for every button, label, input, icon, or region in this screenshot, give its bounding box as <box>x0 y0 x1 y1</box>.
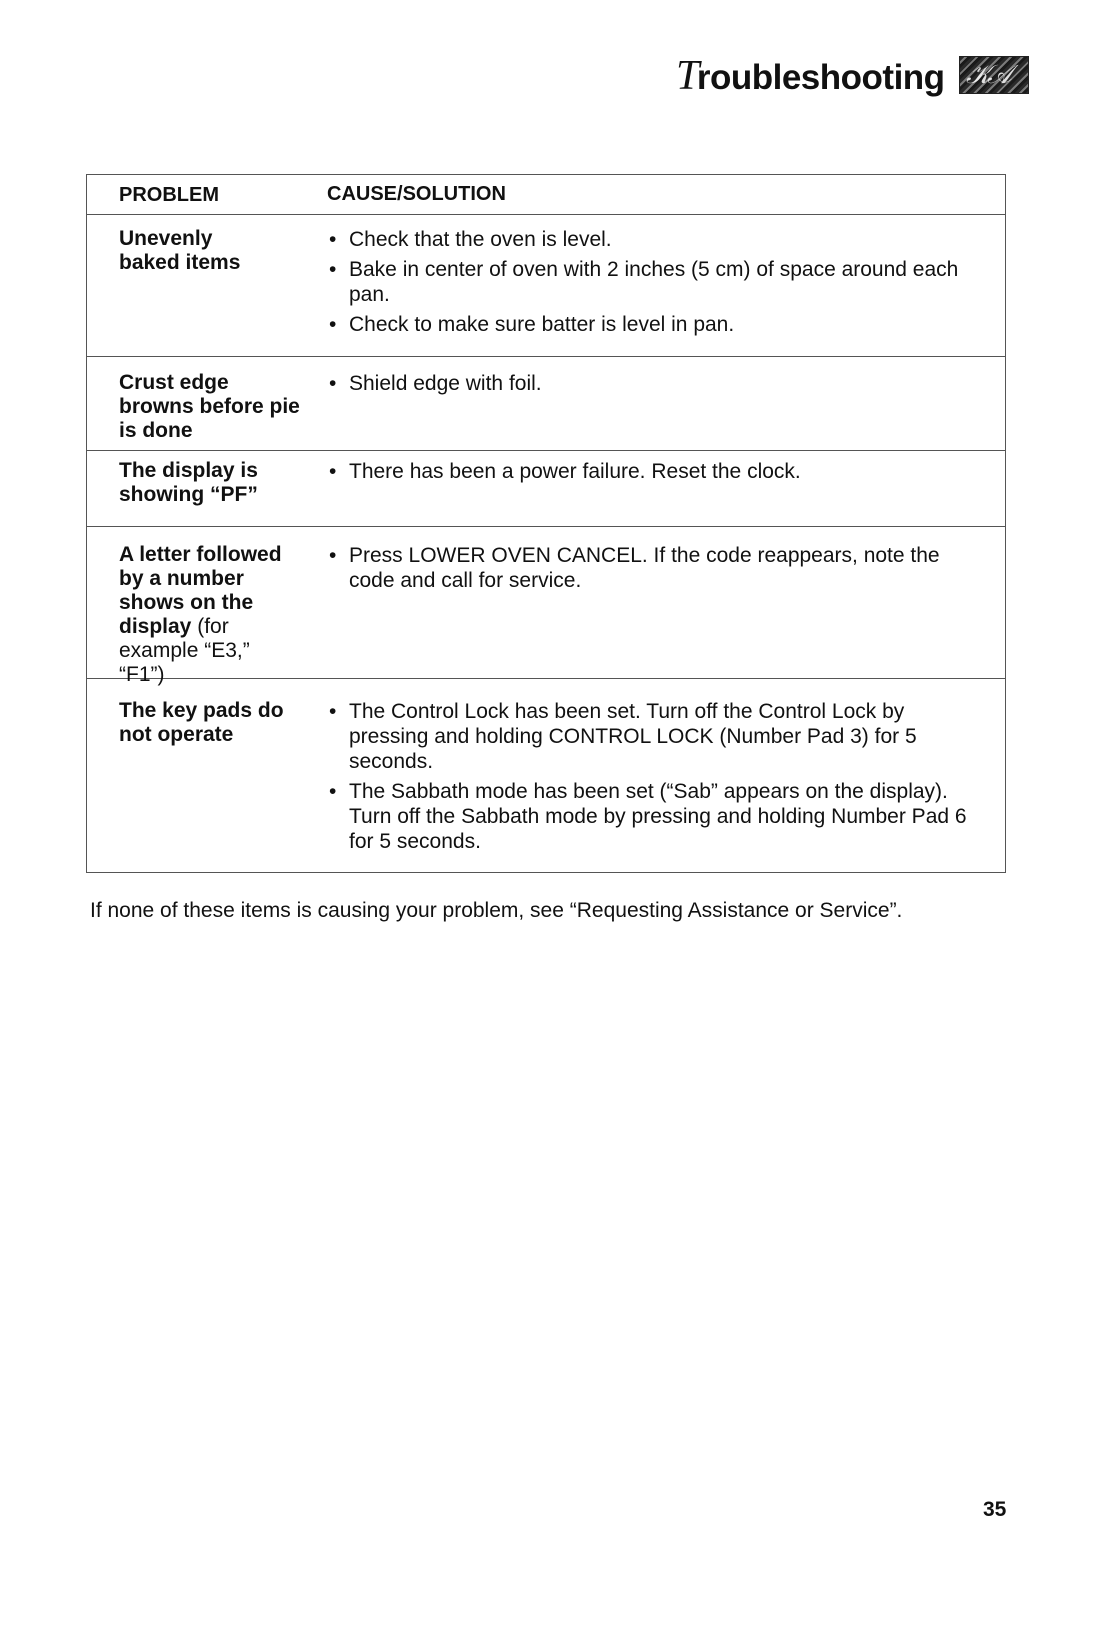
solution-item: • The Sabbath mode has been set (“Sab” appears on the display). Turn off the Sabbath mode by pressing and holding Number Pad 6 for 5 seconds. <box>327 779 981 854</box>
solution-item: • The Control Lock has been set. Turn off the Control Lock by pressing and holding CONTROL LOCK (Number Pad 3) for 5 seconds. <box>327 699 981 774</box>
problem-text: A letter followed by a number shows on the display <box>119 543 282 638</box>
brand-logo-mark: 𝒦𝒜 <box>966 60 1009 89</box>
solution-list <box>327 543 981 593</box>
column-header-solution: CAUSE/SOLUTION <box>327 183 506 205</box>
solution-list <box>327 371 981 396</box>
column-header-problem: PROBLEM <box>119 183 219 206</box>
problem-cell <box>87 543 327 686</box>
page-number: 35 <box>983 1498 1007 1521</box>
problem-cell <box>87 459 327 526</box>
solution-cell <box>327 371 1005 450</box>
solution-item: • Check that the oven is level. <box>327 227 981 252</box>
solution-list <box>327 227 981 337</box>
solution-item: • Bake in center of oven with 2 inches (5 cm) of space around each pan. <box>327 257 981 307</box>
table-row <box>87 679 1005 873</box>
solution-item: • Press LOWER OVEN CANCEL. If the code reappears, note the code and call for service. <box>327 543 981 593</box>
problem-cell <box>87 699 327 872</box>
table-row <box>87 451 1005 527</box>
table-row <box>87 527 1005 686</box>
table-header-row <box>87 175 1005 215</box>
solution-item: • Check to make sure batter is level in pan. <box>327 312 981 337</box>
solution-cell <box>327 543 1005 678</box>
problem-example: (for example “E3,” “F1”) <box>119 615 250 686</box>
problem-cell <box>87 227 327 356</box>
solution-item: • Shield edge with foil. <box>327 371 981 396</box>
problem-cell <box>87 371 327 450</box>
problem-text: Crust edge browns before pie is done <box>119 371 300 442</box>
page-title-initial: T <box>676 53 699 99</box>
problem-text: The display is showing “PF” <box>119 459 258 506</box>
table-row <box>87 357 1005 451</box>
solution-item: • There has been a power failure. Reset the clock. <box>327 459 981 484</box>
solution-cell <box>327 227 1005 356</box>
problem-text: Unevenly baked items <box>119 227 241 274</box>
solution-list <box>327 699 981 854</box>
solution-cell <box>327 699 1005 872</box>
troubleshooting-table <box>86 174 1006 873</box>
problem-text: The key pads do not operate <box>119 699 284 746</box>
footer-note: If none of these items is causing your problem, see “Requesting Assistance or Service”. <box>90 899 903 922</box>
solution-cell <box>327 459 1005 526</box>
table-row <box>87 215 1005 357</box>
brand-logo <box>959 56 1029 94</box>
page-title <box>676 52 945 100</box>
solution-list <box>327 459 981 484</box>
page-title-rest: roubleshooting <box>696 58 945 97</box>
